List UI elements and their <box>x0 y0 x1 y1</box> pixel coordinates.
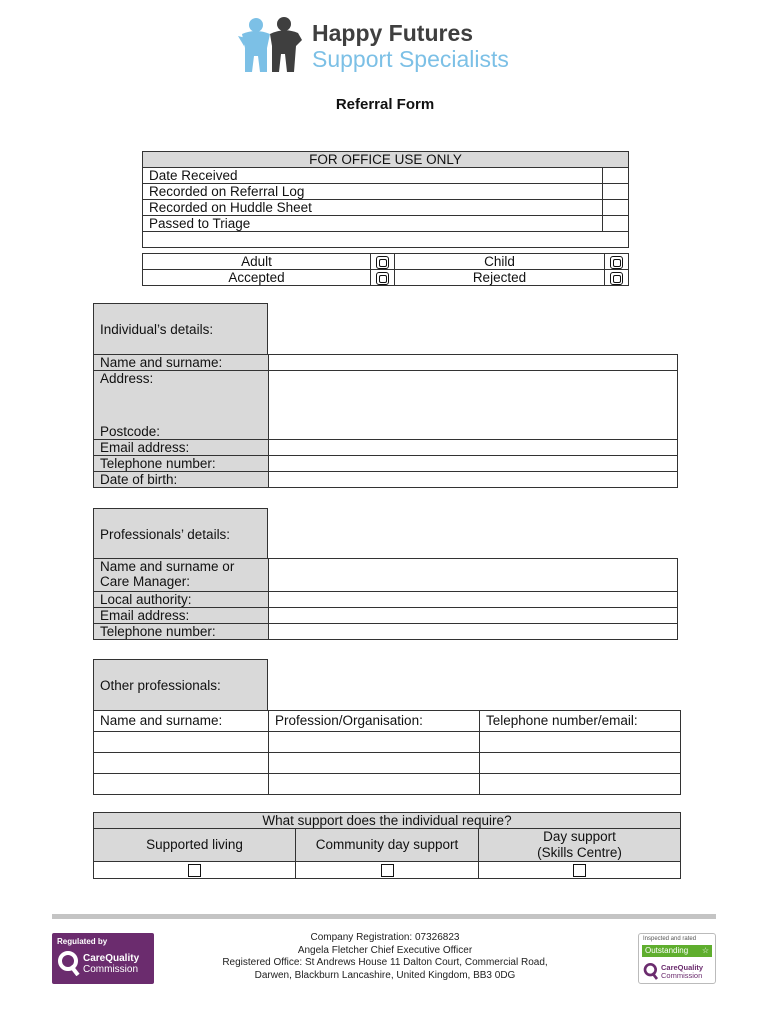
col-name-header: Name and surname: <box>94 711 269 732</box>
individual-heading: Individual’s details: <box>93 303 268 355</box>
brand-name: Happy Futures <box>312 20 474 46</box>
supported-living-label: Supported living <box>94 829 296 862</box>
other-contact-cell[interactable] <box>480 774 681 795</box>
col-profession-header: Profession/Organisation: <box>269 711 480 732</box>
email-label: Email address: <box>94 440 269 456</box>
adult-label: Adult <box>143 254 371 270</box>
prof-email-label: Email address: <box>94 608 269 624</box>
dob-label: Date of birth: <box>94 472 269 488</box>
individual-name-field[interactable] <box>269 355 678 371</box>
ceo-line: Angela Fletcher Chief Executive Officer <box>297 944 473 956</box>
other-profession-cell[interactable] <box>269 732 480 753</box>
phone-label: Telephone number: <box>94 456 269 472</box>
authority-label: Local authority: <box>94 592 269 608</box>
office-header: FOR OFFICE USE ONLY <box>143 152 629 168</box>
rating-outstanding: Outstanding ☆ <box>642 945 712 957</box>
office-use-table <box>142 151 629 248</box>
date-received-field[interactable] <box>603 168 629 184</box>
postcode-label: Postcode: <box>100 424 161 439</box>
footer-text <box>160 932 610 982</box>
supported-living-checkbox[interactable] <box>94 862 296 879</box>
prof-phone-label: Telephone number: <box>94 624 269 640</box>
footer-divider <box>52 914 716 919</box>
brand-tagline: Support Specialists <box>312 46 509 72</box>
other-contact-cell[interactable] <box>480 732 681 753</box>
support-question: What support does the individual require? <box>94 813 681 829</box>
other-professionals-table <box>93 710 681 795</box>
individual-address-field[interactable] <box>269 371 678 440</box>
logo <box>236 16 536 76</box>
community-support-checkbox[interactable] <box>296 862 479 879</box>
other-heading: Other professionals: <box>93 659 268 711</box>
office-options-table <box>142 253 629 286</box>
support-table <box>93 812 681 879</box>
professionals-heading: Professionals’ details: <box>93 508 268 559</box>
prof-name-label: Name and surname or Care Manager: <box>94 559 269 592</box>
cqc-regulated-badge: Regulated by CareQuality Commission <box>52 933 154 984</box>
authority-field[interactable] <box>269 592 678 608</box>
registered-office-line1: Registered Office: St Andrews House 11 Dalton Court, Commercial Road, <box>222 957 548 968</box>
address-label: Address: Postcode: <box>94 371 269 440</box>
accepted-label: Accepted <box>143 270 371 286</box>
other-name-cell[interactable] <box>94 753 269 774</box>
day-support-label: Day support (Skills Centre) <box>479 829 681 862</box>
rejected-checkbox[interactable] <box>604 270 628 286</box>
individual-table <box>93 354 678 488</box>
other-profession-cell[interactable] <box>269 774 480 795</box>
col-contact-header: Telephone number/email: <box>480 711 681 732</box>
accepted-checkbox[interactable] <box>370 270 394 286</box>
prof-phone-field[interactable] <box>269 624 678 640</box>
office-row-label: Passed to Triage <box>143 216 603 232</box>
cqc-outstanding-badge: Inspected and rated Outstanding ☆ CareQuality Commission <box>638 933 716 984</box>
cqc-logo-icon <box>643 962 659 980</box>
professionals-table <box>93 558 678 640</box>
other-name-cell[interactable] <box>94 732 269 753</box>
office-row-label: Recorded on Referral Log <box>143 184 603 200</box>
adult-checkbox[interactable] <box>370 254 394 270</box>
huddle-sheet-field[interactable] <box>603 200 629 216</box>
star-icon: ☆ <box>701 946 709 955</box>
registered-office-line2: Darwen, Blackburn Lancashire, United Kingdom, BB3 0DG <box>254 969 516 981</box>
referral-log-field[interactable] <box>603 184 629 200</box>
other-contact-cell[interactable] <box>480 753 681 774</box>
individual-email-field[interactable] <box>269 440 678 456</box>
page-title: Referral Form <box>335 96 435 113</box>
prof-email-field[interactable] <box>269 608 678 624</box>
people-logo-icon <box>236 16 304 74</box>
day-support-checkbox[interactable] <box>479 862 681 879</box>
child-checkbox[interactable] <box>604 254 628 270</box>
other-profession-cell[interactable] <box>269 753 480 774</box>
cqc-logo-icon <box>57 950 81 976</box>
company-registration: Company Registration: 07326823 <box>310 932 460 943</box>
triage-field[interactable] <box>603 216 629 232</box>
child-label: Child <box>394 254 604 270</box>
prof-name-field[interactable] <box>269 559 678 592</box>
community-support-label: Community day support <box>296 829 479 862</box>
individual-phone-field[interactable] <box>269 456 678 472</box>
other-name-cell[interactable] <box>94 774 269 795</box>
rejected-label: Rejected <box>394 270 604 286</box>
name-label: Name and surname: <box>94 355 269 371</box>
individual-dob-field[interactable] <box>269 472 678 488</box>
office-spacer <box>143 232 629 248</box>
office-row-label: Recorded on Huddle Sheet <box>143 200 603 216</box>
office-row-label: Date Received <box>143 168 603 184</box>
